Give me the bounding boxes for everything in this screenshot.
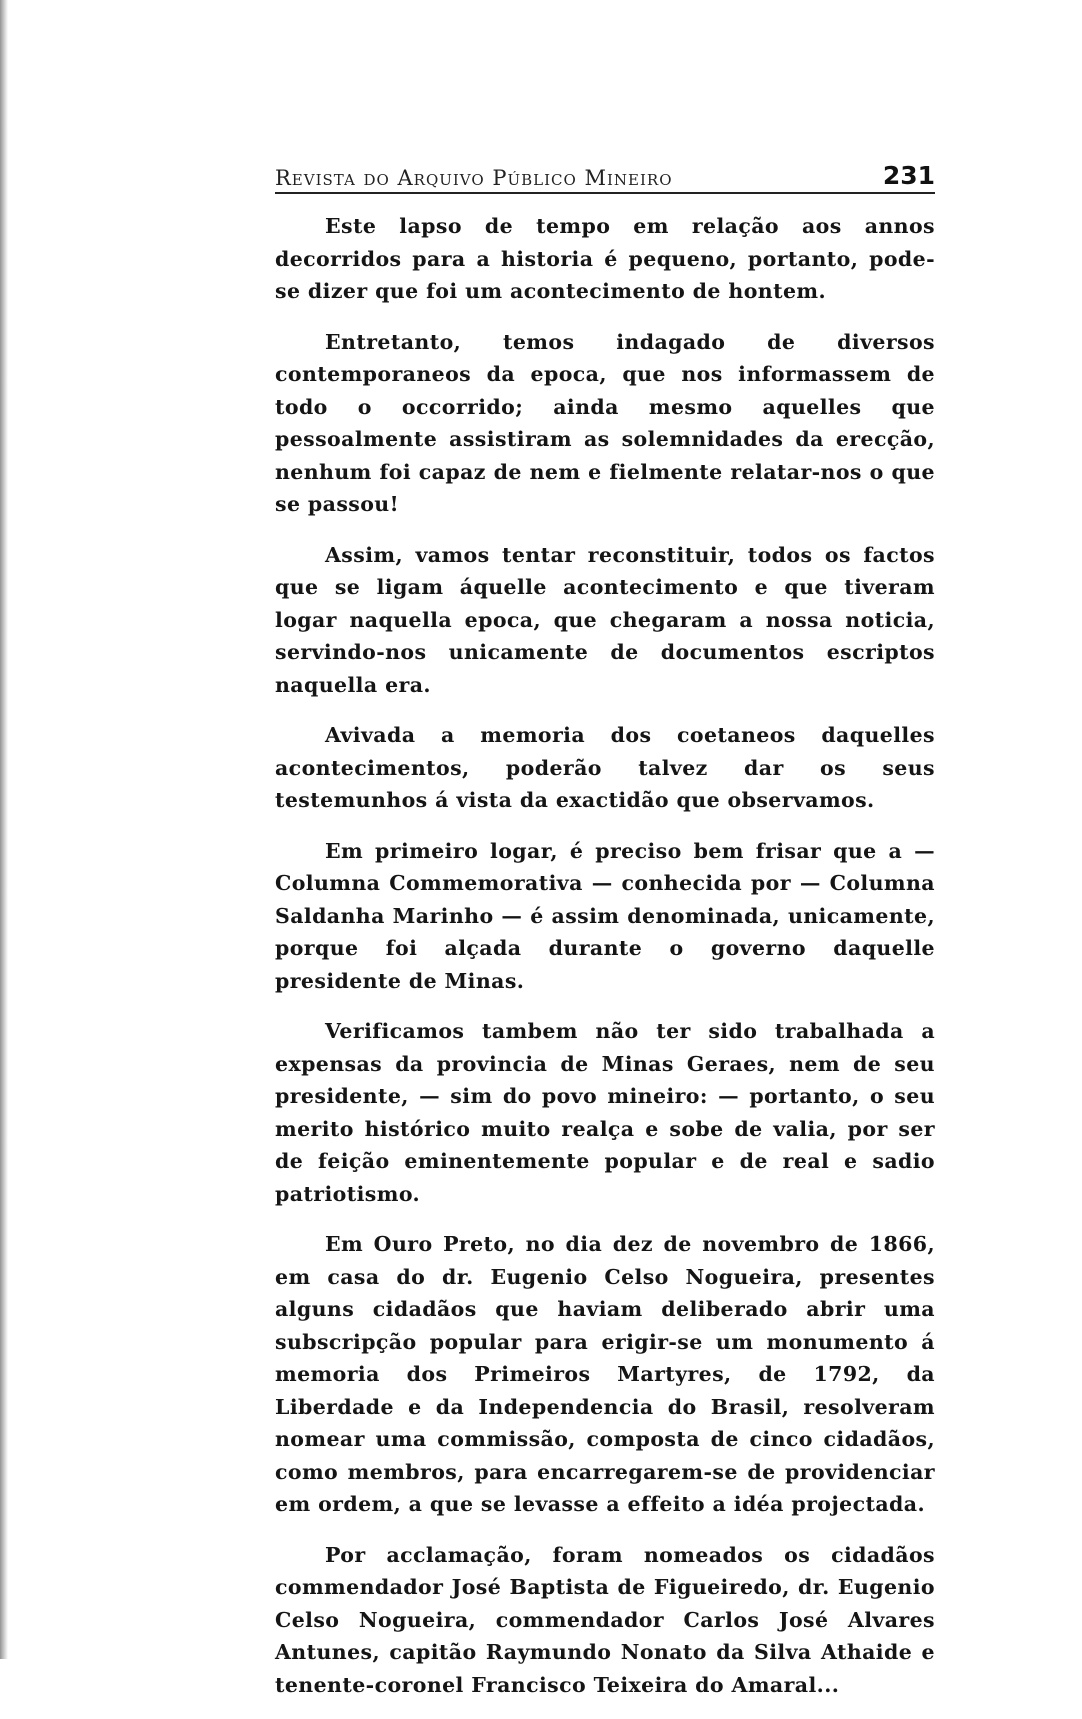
paragraph: Verificamos tambem não ter sido trabalhada a expensas da provincia de Minas Geraes, nem de seu presidente, — sim do povo mineiro: — portanto, o seu merito histórico muito realça e sobe de valia, por ser de feição eminentemente popular e de real e sadio patriotismo. xyxy=(275,1019,935,1206)
paragraph: Em Ouro Preto, no dia dez de novembro de 1866, em casa do dr. Eugenio Celso Nogueira, presentes alguns cidadãos que haviam deliberado abrir uma subscripção popular para erigir-se um monumento á memoria dos Primeiros Martyres, de 1792, da Liberdade e da Independencia do Brasil, resolveram nomear uma commissão, composta de cinco cidadãos, como membros, para encarregarem-se de providenciar em ordem, a que se levasse a effeito a idéa projectada. xyxy=(275,1232,935,1516)
paragraph: Em primeiro logar, é preciso bem frisar que a — Columna Commemorativa — conhecida por — Columna Saldanha Marinho — é assim denominada, unicamente, porque foi alçada durante o governo daquelle presidente de Minas. xyxy=(275,838,935,993)
header-rule xyxy=(275,192,935,194)
paragraph: Avivada a memoria dos coetaneos daquelles acontecimentos, poderão talvez dar os seus testemunhos á vista da exactidão que observamos. xyxy=(275,723,935,812)
page-number: 231 xyxy=(882,161,935,190)
running-title: Revista do Arquivo Público Mineiro xyxy=(275,166,673,190)
paragraph: Este lapso de tempo em relação aos annos decorridos para a historia é pequeno, portanto, pode-se dizer que foi um acontecimento de hontem. xyxy=(275,214,935,303)
paragraph: Assim, vamos tentar reconstituir, todos os factos que se ligam áquelle acontecimento e que tiveram logar naquella epoca, que chegaram a nossa noticia, servindo-nos unicamente de documentos escriptos naquella era. xyxy=(275,542,935,697)
body-text xyxy=(275,210,935,1719)
running-header xyxy=(275,150,935,190)
paragraph: Por acclamação, foram nomeados os cidadãos commendador José Baptista de Figueiredo, dr. Eugenio Celso Nogueira, commendador Carlos José Alvares Antunes, capitão Raymundo Nonato da Silva Athaide e tenente-coronel Francisco Teixeira do Amaral... xyxy=(275,1542,935,1697)
paragraph: Entretanto, temos indagado de diversos contemporaneos da epoca, que nos informassem de todo o occorrido; ainda mesmo aquelles que pessoalmente assistiram as solemnidades da erecção, nenhum foi capaz de nem e fielmente relatar-nos o que se passou! xyxy=(275,329,935,516)
